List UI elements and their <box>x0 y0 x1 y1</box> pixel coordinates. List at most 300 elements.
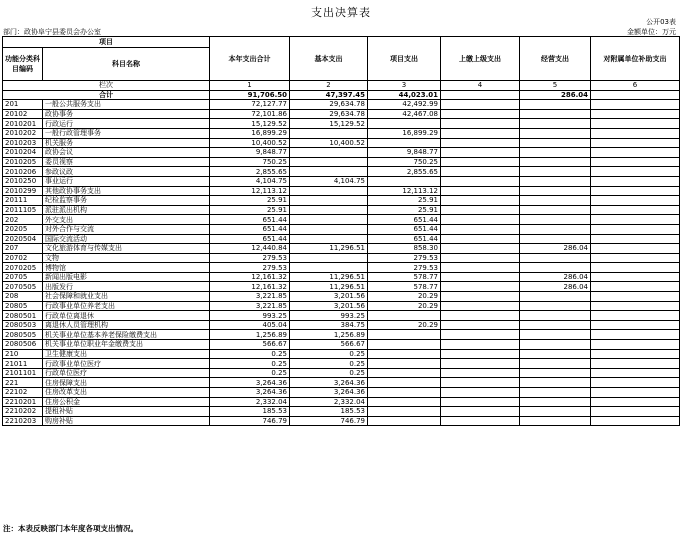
row-name: 行政运行 <box>43 119 210 129</box>
expenditure-table <box>2 36 680 426</box>
row-upper <box>441 196 520 206</box>
row-total: 3,264.36 <box>210 388 290 398</box>
row-upper <box>441 100 520 110</box>
row-subsidy <box>591 320 680 330</box>
row-project <box>368 397 441 407</box>
header-code: 功能分类科目编码 <box>3 48 43 81</box>
row-code: 208 <box>3 292 43 302</box>
row-basic: 2,332.04 <box>290 397 368 407</box>
row-total: 10,400.52 <box>210 138 290 148</box>
row-subsidy <box>591 205 680 215</box>
row-business <box>520 349 591 359</box>
row-subsidy <box>591 253 680 263</box>
table-row <box>3 368 680 378</box>
row-basic: 384.75 <box>290 320 368 330</box>
row-business <box>520 157 591 167</box>
table-row <box>3 407 680 417</box>
row-business <box>520 148 591 158</box>
row-project: 20.29 <box>368 320 441 330</box>
table-row <box>3 148 680 158</box>
row-name: 文化旅游体育与传媒支出 <box>43 244 210 254</box>
total-value: 286.04 <box>520 90 591 100</box>
table-row <box>3 176 680 186</box>
table-row <box>3 205 680 215</box>
total-value: 47,397.45 <box>290 90 368 100</box>
footnote: 注：本表反映部门本年度各项支出情况。 <box>3 524 138 533</box>
row-basic <box>290 186 368 196</box>
table-row <box>3 359 680 369</box>
row-total: 72,101.86 <box>210 109 290 119</box>
row-business <box>520 263 591 273</box>
form-code: 公开03表 <box>646 18 676 26</box>
row-total: 15,129.52 <box>210 119 290 129</box>
row-business <box>520 330 591 340</box>
column-number-row <box>3 81 680 91</box>
row-name: 行政事业单位养老支出 <box>43 301 210 311</box>
row-total: 4,104.75 <box>210 176 290 186</box>
row-name: 住房改革支出 <box>43 388 210 398</box>
row-basic: 11,296.51 <box>290 244 368 254</box>
row-project: 578.77 <box>368 282 441 292</box>
table-row <box>3 301 680 311</box>
row-subsidy <box>591 311 680 321</box>
row-code: 2210201 <box>3 397 43 407</box>
row-total: 3,221.85 <box>210 301 290 311</box>
row-upper <box>441 407 520 417</box>
table-row <box>3 138 680 148</box>
row-basic <box>290 167 368 177</box>
table-row <box>3 119 680 129</box>
row-project <box>368 416 441 426</box>
row-total: 746.79 <box>210 416 290 426</box>
row-name: 派驻派出机构 <box>43 205 210 215</box>
row-total: 0.25 <box>210 359 290 369</box>
row-subsidy <box>591 388 680 398</box>
row-basic: 0.25 <box>290 359 368 369</box>
row-project: 2,855.65 <box>368 167 441 177</box>
row-total: 25.91 <box>210 196 290 206</box>
row-project: 9,848.77 <box>368 148 441 158</box>
row-upper <box>441 157 520 167</box>
page-title: 支出决算表 <box>311 6 371 19</box>
row-name: 住房保障支出 <box>43 378 210 388</box>
row-project: 42,467.08 <box>368 109 441 119</box>
row-subsidy <box>591 119 680 129</box>
row-basic: 3,201.56 <box>290 292 368 302</box>
row-project <box>368 349 441 359</box>
row-business <box>520 359 591 369</box>
table-row <box>3 397 680 407</box>
row-upper <box>441 205 520 215</box>
row-project <box>368 311 441 321</box>
row-total: 651.44 <box>210 215 290 225</box>
row-total: 2,332.04 <box>210 397 290 407</box>
row-code: 2101101 <box>3 368 43 378</box>
table-row <box>3 186 680 196</box>
row-name: 行政单位离退休 <box>43 311 210 321</box>
table-row <box>3 292 680 302</box>
row-project: 651.44 <box>368 215 441 225</box>
row-upper <box>441 301 520 311</box>
row-business <box>520 186 591 196</box>
col-num: 6 <box>591 81 680 91</box>
table-row <box>3 416 680 426</box>
total-label: 合计 <box>3 90 210 100</box>
row-project <box>368 407 441 417</box>
row-basic <box>290 263 368 273</box>
row-subsidy <box>591 186 680 196</box>
row-basic: 993.25 <box>290 311 368 321</box>
row-name: 参政议政 <box>43 167 210 177</box>
row-code: 2080503 <box>3 320 43 330</box>
table-row <box>3 320 680 330</box>
row-name: 购房补贴 <box>43 416 210 426</box>
row-subsidy <box>591 330 680 340</box>
row-upper <box>441 349 520 359</box>
row-project: 20.29 <box>368 301 441 311</box>
row-basic: 29,634.78 <box>290 109 368 119</box>
row-project: 25.91 <box>368 205 441 215</box>
row-code: 2010204 <box>3 148 43 158</box>
row-basic <box>290 128 368 138</box>
row-name: 提租补贴 <box>43 407 210 417</box>
table-row <box>3 128 680 138</box>
row-name: 一般公共服务支出 <box>43 100 210 110</box>
row-name: 政协会议 <box>43 148 210 158</box>
header-upper: 上缴上级支出 <box>441 37 520 81</box>
row-business <box>520 224 591 234</box>
row-subsidy <box>591 349 680 359</box>
table-row <box>3 109 680 119</box>
row-upper <box>441 148 520 158</box>
row-code: 2210202 <box>3 407 43 417</box>
row-name: 出版发行 <box>43 282 210 292</box>
row-business <box>520 215 591 225</box>
row-upper <box>441 234 520 244</box>
row-code: 2010205 <box>3 157 43 167</box>
row-upper <box>441 282 520 292</box>
row-total: 405.04 <box>210 320 290 330</box>
row-name: 文物 <box>43 253 210 263</box>
row-total: 651.44 <box>210 234 290 244</box>
row-basic <box>290 157 368 167</box>
row-subsidy <box>591 340 680 350</box>
row-upper <box>441 388 520 398</box>
row-code: 2010202 <box>3 128 43 138</box>
unit-label: 金额单位：万元 <box>627 28 676 36</box>
row-basic <box>290 234 368 244</box>
row-name: 卫生健康支出 <box>43 349 210 359</box>
row-upper <box>441 186 520 196</box>
row-code: 2020504 <box>3 234 43 244</box>
col-num: 5 <box>520 81 591 91</box>
row-business <box>520 196 591 206</box>
row-code: 2080505 <box>3 330 43 340</box>
table-row <box>3 215 680 225</box>
col-row-label: 栏次 <box>3 81 210 91</box>
row-upper <box>441 311 520 321</box>
row-basic: 10,400.52 <box>290 138 368 148</box>
header-basic: 基本支出 <box>290 37 368 81</box>
row-name: 机关事业单位基本养老保险缴费支出 <box>43 330 210 340</box>
row-total: 1,256.89 <box>210 330 290 340</box>
row-upper <box>441 320 520 330</box>
row-code: 2010206 <box>3 167 43 177</box>
row-name: 政协事务 <box>43 109 210 119</box>
row-code: 2010299 <box>3 186 43 196</box>
row-project: 42,492.99 <box>368 100 441 110</box>
row-upper <box>441 416 520 426</box>
row-total: 0.25 <box>210 368 290 378</box>
row-business <box>520 292 591 302</box>
row-basic: 11,296.51 <box>290 282 368 292</box>
table-row <box>3 388 680 398</box>
row-name: 社会保障和就业支出 <box>43 292 210 302</box>
col-num: 3 <box>368 81 441 91</box>
row-code: 202 <box>3 215 43 225</box>
row-code: 201 <box>3 100 43 110</box>
row-code: 21011 <box>3 359 43 369</box>
row-subsidy <box>591 128 680 138</box>
row-business <box>520 407 591 417</box>
row-total: 12,161.32 <box>210 282 290 292</box>
row-subsidy <box>591 148 680 158</box>
row-subsidy <box>591 407 680 417</box>
total-row <box>3 90 680 100</box>
row-business <box>520 368 591 378</box>
row-total: 72,127.77 <box>210 100 290 110</box>
header-project: 项目 <box>3 37 210 48</box>
row-total: 651.44 <box>210 224 290 234</box>
row-name: 离退休人员管理机构 <box>43 320 210 330</box>
row-code: 210 <box>3 349 43 359</box>
row-name: 行政单位医疗 <box>43 368 210 378</box>
row-total: 750.25 <box>210 157 290 167</box>
row-basic <box>290 148 368 158</box>
row-total: 3,221.85 <box>210 292 290 302</box>
row-name: 事业运行 <box>43 176 210 186</box>
row-upper <box>441 330 520 340</box>
row-basic: 566.67 <box>290 340 368 350</box>
row-code: 2070505 <box>3 282 43 292</box>
row-basic: 3,264.36 <box>290 378 368 388</box>
row-subsidy <box>591 224 680 234</box>
row-project: 750.25 <box>368 157 441 167</box>
row-business <box>520 100 591 110</box>
row-project <box>368 330 441 340</box>
total-value <box>591 90 680 100</box>
row-upper <box>441 167 520 177</box>
row-subsidy <box>591 397 680 407</box>
row-subsidy <box>591 301 680 311</box>
row-project <box>368 359 441 369</box>
row-total: 9,848.77 <box>210 148 290 158</box>
table-row <box>3 311 680 321</box>
row-upper <box>441 119 520 129</box>
row-name: 新闻出版电影 <box>43 272 210 282</box>
row-project <box>368 340 441 350</box>
table-row <box>3 272 680 282</box>
row-project: 279.53 <box>368 253 441 263</box>
col-num: 4 <box>441 81 520 91</box>
table-row <box>3 196 680 206</box>
row-total: 566.67 <box>210 340 290 350</box>
row-subsidy <box>591 167 680 177</box>
row-business <box>520 138 591 148</box>
row-code: 2010203 <box>3 138 43 148</box>
row-name: 博物馆 <box>43 263 210 273</box>
row-basic: 3,201.56 <box>290 301 368 311</box>
row-business <box>520 205 591 215</box>
row-upper <box>441 244 520 254</box>
row-project: 651.44 <box>368 234 441 244</box>
row-upper <box>441 292 520 302</box>
header-business: 经营支出 <box>520 37 591 81</box>
row-upper <box>441 378 520 388</box>
row-code: 2080506 <box>3 340 43 350</box>
row-total: 0.25 <box>210 349 290 359</box>
row-business <box>520 119 591 129</box>
row-subsidy <box>591 157 680 167</box>
row-upper <box>441 176 520 186</box>
row-basic: 185.53 <box>290 407 368 417</box>
header-subsidy: 对附属单位补助支出 <box>591 37 680 81</box>
row-name: 其他政协事务支出 <box>43 186 210 196</box>
row-business <box>520 388 591 398</box>
row-business <box>520 311 591 321</box>
row-code: 2010201 <box>3 119 43 129</box>
row-code: 22102 <box>3 388 43 398</box>
header-name: 科目名称 <box>43 48 210 81</box>
row-project: 279.53 <box>368 263 441 273</box>
row-total: 12,113.12 <box>210 186 290 196</box>
row-subsidy <box>591 100 680 110</box>
row-upper <box>441 340 520 350</box>
row-business: 286.04 <box>520 272 591 282</box>
row-upper <box>441 263 520 273</box>
row-basic: 29,634.78 <box>290 100 368 110</box>
row-basic <box>290 205 368 215</box>
row-subsidy <box>591 176 680 186</box>
row-subsidy <box>591 292 680 302</box>
header-project-expense: 项目支出 <box>368 37 441 81</box>
table-row <box>3 330 680 340</box>
col-num: 2 <box>290 81 368 91</box>
row-subsidy <box>591 359 680 369</box>
row-name: 机关事业单位职业年金缴费支出 <box>43 340 210 350</box>
row-project <box>368 378 441 388</box>
row-upper <box>441 368 520 378</box>
row-business <box>520 128 591 138</box>
row-name: 机关服务 <box>43 138 210 148</box>
table-row <box>3 349 680 359</box>
row-project: 578.77 <box>368 272 441 282</box>
row-business <box>520 176 591 186</box>
row-basic <box>290 224 368 234</box>
row-name: 对外合作与交流 <box>43 224 210 234</box>
row-name: 外交支出 <box>43 215 210 225</box>
table-row <box>3 263 680 273</box>
col-num: 1 <box>210 81 290 91</box>
row-business <box>520 340 591 350</box>
row-total: 279.53 <box>210 253 290 263</box>
row-subsidy <box>591 378 680 388</box>
row-subsidy <box>591 368 680 378</box>
row-upper <box>441 138 520 148</box>
row-name: 住房公积金 <box>43 397 210 407</box>
row-basic: 3,264.36 <box>290 388 368 398</box>
row-basic: 15,129.52 <box>290 119 368 129</box>
row-upper <box>441 109 520 119</box>
row-code: 2080501 <box>3 311 43 321</box>
row-total: 16,899.29 <box>210 128 290 138</box>
row-name: 委员视察 <box>43 157 210 167</box>
row-total: 25.91 <box>210 205 290 215</box>
row-subsidy <box>591 416 680 426</box>
row-code: 20705 <box>3 272 43 282</box>
row-upper <box>441 359 520 369</box>
row-subsidy <box>591 215 680 225</box>
total-value <box>441 90 520 100</box>
row-subsidy <box>591 234 680 244</box>
row-basic: 11,296.51 <box>290 272 368 282</box>
row-total: 3,264.36 <box>210 378 290 388</box>
row-upper <box>441 215 520 225</box>
row-business <box>520 253 591 263</box>
row-business <box>520 320 591 330</box>
row-subsidy <box>591 109 680 119</box>
row-total: 12,161.32 <box>210 272 290 282</box>
row-name: 纪检监察事务 <box>43 196 210 206</box>
row-project: 20.29 <box>368 292 441 302</box>
row-code: 2070205 <box>3 263 43 273</box>
row-code: 20102 <box>3 109 43 119</box>
row-code: 221 <box>3 378 43 388</box>
row-total: 185.53 <box>210 407 290 417</box>
row-total: 279.53 <box>210 263 290 273</box>
row-subsidy <box>591 272 680 282</box>
row-project <box>368 368 441 378</box>
department-label: 部门：政协阜宁县委员会办公室 <box>3 28 101 36</box>
row-subsidy <box>591 282 680 292</box>
row-project: 25.91 <box>368 196 441 206</box>
table-row <box>3 244 680 254</box>
row-subsidy <box>591 244 680 254</box>
header-total: 本年支出合计 <box>210 37 290 81</box>
row-name: 行政事业单位医疗 <box>43 359 210 369</box>
row-total: 993.25 <box>210 311 290 321</box>
row-basic: 4,104.75 <box>290 176 368 186</box>
row-business <box>520 234 591 244</box>
row-total: 12,440.84 <box>210 244 290 254</box>
row-project <box>368 138 441 148</box>
row-business <box>520 378 591 388</box>
row-project <box>368 119 441 129</box>
row-code: 20805 <box>3 301 43 311</box>
row-code: 2010250 <box>3 176 43 186</box>
row-upper <box>441 128 520 138</box>
row-business <box>520 167 591 177</box>
table-row <box>3 167 680 177</box>
row-business: 286.04 <box>520 244 591 254</box>
row-subsidy <box>591 263 680 273</box>
row-upper <box>441 224 520 234</box>
row-name: 一般行政管理事务 <box>43 128 210 138</box>
table-row <box>3 100 680 110</box>
row-project: 651.44 <box>368 224 441 234</box>
table-row <box>3 224 680 234</box>
row-project: 16,899.29 <box>368 128 441 138</box>
